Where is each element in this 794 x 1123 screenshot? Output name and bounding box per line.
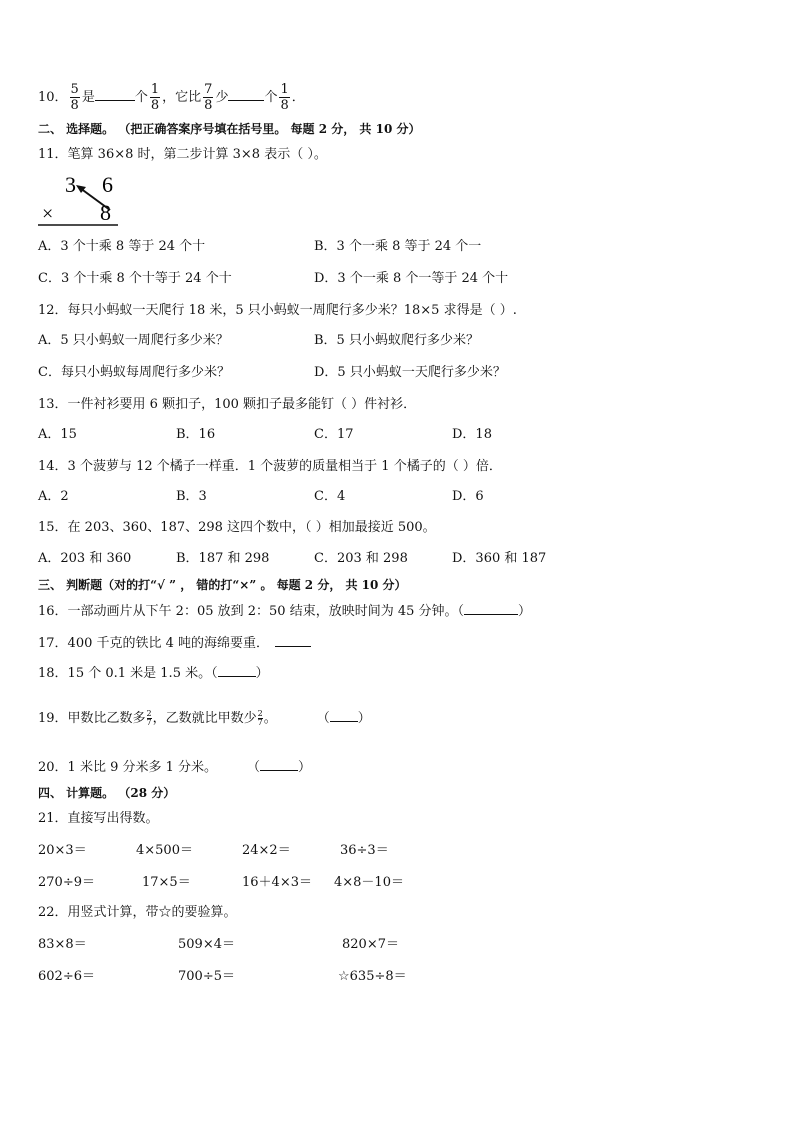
question-18: 18．15 个 0.1 米是 1.5 米。（ ）	[38, 666, 269, 681]
option-c[interactable]: C．每只小蚂蚁每周爬行多少米？	[38, 365, 230, 380]
option-c[interactable]: C．203 和 298	[314, 551, 408, 566]
option-d[interactable]: D．6	[452, 489, 484, 504]
calc-item: 820×7＝	[342, 937, 399, 952]
fraction: $\frac{2}{7}$	[257, 709, 263, 727]
option-b[interactable]: B．16	[176, 427, 216, 442]
option-d[interactable]: D．5 只小蚂蚁一天爬行多少米？	[314, 365, 506, 380]
option-c[interactable]: C．4	[314, 489, 346, 504]
option-a[interactable]: A．5 只小蚂蚁一周爬行多少米？	[38, 333, 229, 348]
answer-blank[interactable]	[464, 602, 518, 615]
question-11-stem: 11．笔算 36×8 时，第二步计算 3×8 表示（ ）。	[38, 147, 327, 162]
option-b[interactable]: B．187 和 298	[176, 551, 270, 566]
digit-6: 6	[102, 172, 113, 197]
question-20: 20．1 米比 9 分米多 1 分米。 （ ）	[38, 760, 312, 775]
times-sign: ×	[42, 203, 54, 225]
question-17: 17．400 千克的铁比 4 吨的海绵要重．	[38, 634, 311, 653]
multiplication-diagram	[38, 170, 138, 228]
calc-item: 36÷3＝	[340, 843, 389, 858]
answer-blank[interactable]	[330, 709, 358, 722]
fraction: $\frac{7}{8}$	[204, 82, 213, 113]
option-a[interactable]: A．3 个十乘 8 等于 24 个十	[38, 239, 206, 254]
digit-8: 8	[100, 200, 111, 225]
calc-item: 700÷5＝	[178, 969, 235, 984]
calc-item: 16＋4×3＝	[242, 875, 312, 890]
section-heading-judgment: 三、 判断题（对的打“√ ” ， 错的打“×” 。 每题 2 分， 共 10 分）	[38, 578, 407, 592]
section-heading-calculation: 四、 计算题。 （28 分）	[38, 786, 176, 800]
option-b[interactable]: B．3	[176, 489, 207, 504]
calc-item: 4×8－10＝	[334, 875, 404, 890]
option-a[interactable]: A．15	[38, 427, 77, 442]
answer-blank[interactable]	[275, 634, 311, 647]
calc-item: 17×5＝	[142, 875, 191, 890]
calc-item: ☆635÷8＝	[338, 969, 407, 984]
fraction: $\frac{1}{8}$	[150, 82, 160, 113]
question-14-stem: 14．3 个菠萝与 12 个橘子一样重．1 个菠萝的质量相当于 1 个橘子的（ ）倍．	[38, 459, 502, 474]
option-b[interactable]: B．3 个一乘 8 等于 24 个一	[314, 239, 482, 254]
answer-blank[interactable]	[218, 664, 256, 677]
section-heading-choice: 二、 选择题。 （把正确答案序号填在括号里。 每题 2 分， 共 10 分）	[38, 122, 421, 136]
option-a[interactable]: A．2	[38, 489, 69, 504]
digit-3: 3	[65, 172, 76, 197]
question-21-stem: 21．直接写出得数。	[38, 811, 159, 826]
fraction: $\frac{2}{7}$	[146, 709, 152, 727]
option-a[interactable]: A．203 和 360	[38, 551, 132, 566]
calc-item: 509×4＝	[178, 937, 235, 952]
answer-blank[interactable]	[260, 758, 298, 771]
calc-item: 83×8＝	[38, 937, 87, 952]
option-c[interactable]: C．17	[314, 427, 354, 442]
option-b[interactable]: B．5 只小蚂蚁爬行多少米？	[314, 333, 479, 348]
calc-item: 4×500＝	[136, 843, 193, 858]
fraction: $\frac{1}{8}$	[280, 82, 289, 113]
calc-item: 24×2＝	[242, 843, 291, 858]
question-12-stem: 12．每只小蚂蚁一天爬行 18 米，5 只小蚂蚁一周爬行多少米？18×5 求得是（ ）.	[38, 303, 517, 318]
option-d[interactable]: D．360 和 187	[452, 551, 547, 566]
question-22-stem: 22．用竖式计算，带☆的要验算。	[38, 905, 237, 920]
question-15-stem: 15．在 203、360、187、298 这四个数中，（ ）相加最接近 500。	[38, 520, 436, 535]
option-d[interactable]: D．3 个一乘 8 个一等于 24 个十	[314, 271, 509, 286]
question-number: 10．	[38, 90, 68, 105]
question-10: 10． $\frac{5}{8}$ 是 个 $\frac{1}{8}$ ，它比 $\frac{7}{8}$ 少 个 $\frac{1}{8}$ ．	[38, 82, 305, 113]
calc-item: 270÷9＝	[38, 875, 95, 890]
fraction: $\frac{5}{8}$	[70, 82, 79, 113]
answer-blank[interactable]	[95, 88, 135, 101]
answer-blank[interactable]	[228, 88, 264, 101]
question-16: 16．一部动画片从下午 2：05 放到 2：50 结束，放映时间为 45 分钟。（ ）	[38, 604, 532, 619]
calc-item: 20×3＝	[38, 843, 87, 858]
calc-item: 602÷6＝	[38, 969, 95, 984]
question-13-stem: 13．一件衬衫要用 6 颗扣子，100 颗扣子最多能钉（ ）件衬衫．	[38, 397, 417, 412]
question-19: 19．甲数比乙数多 $\frac{2}{7}$ ，乙数就比甲数少 $\frac{2}{7}$ 。 （ ）	[38, 709, 371, 727]
option-c[interactable]: C．3 个十乘 8 个十等于 24 个十	[38, 271, 232, 286]
option-d[interactable]: D．18	[452, 427, 492, 442]
